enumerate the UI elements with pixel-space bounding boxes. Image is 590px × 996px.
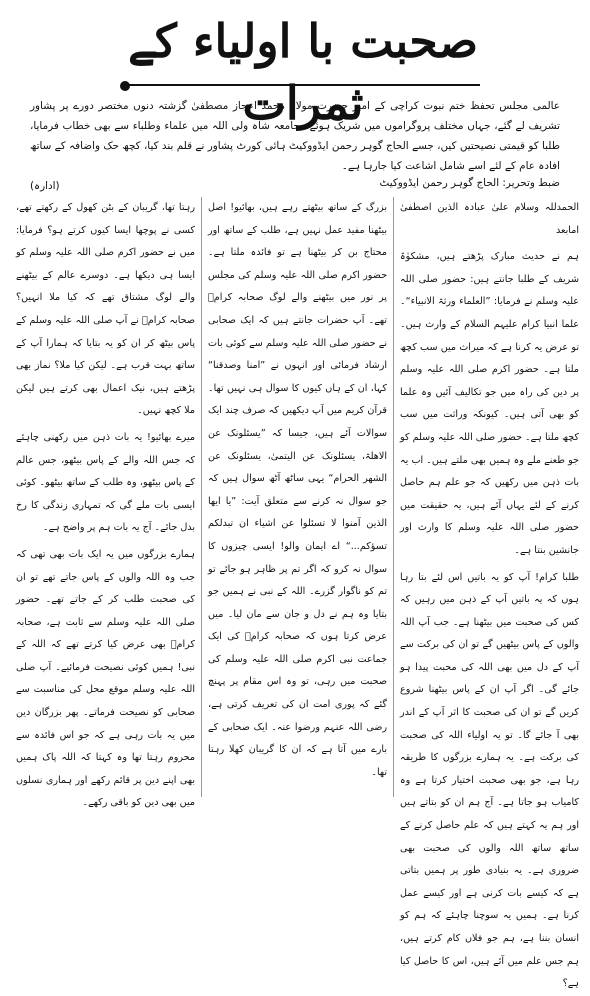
paragraph: ہمارے بزرگوں میں یہ ایک بات بھی تھی کہ جب وہ اللہ والوں کے پاس جاتے تھے تو ان کی صحبت طلب کر کے جاتے تھے۔ حضور صلی اللہ علیہ وسلم سے ثابت ہے، صحابہ کرامؓ بھی عرض کیا کرتے تھے کہ اللہ کے نبی! ہمیں کوئی نصیحت فرمائیے۔ آپ صلی اللہ علیہ وسلم موقع محل کی مناسبت سے صحابی کو نصیحت فرماتے۔ پھر بزرگان دین میں یہ بات رہی ہے کہ جو اس فائدہ سے محروم رہتا تھا وہ کہتا کہ اللہ پاک ہمیں بھی اپنے دین پر قائم رکھے اور ہماری نسلوں میں بھی دین کو باقی رکھے۔	[16, 548, 195, 809]
article-columns	[10, 197, 585, 990]
page-title: صحبت با اولیاء کے ثمرات	[127, 14, 479, 130]
column-3	[10, 197, 202, 809]
intro-credit: (ادارہ)	[30, 180, 60, 192]
title-underline	[126, 84, 480, 86]
paragraph: بزرگ کے ساتھ بیٹھتے رہے ہیں، بھائیو! اصل بیٹھنا مفید عمل نہیں ہے، طلب کے ساتھ اور محتاج بن کر بیٹھنا ہے تو فائدہ ملتا ہے۔ حضور اکرم صلی اللہ علیہ وسلم کی مجلس پر نور میں بیٹھنے والے لوگ صحابہ کرامؓ تھے۔ آپ حضرات جانتے ہیں کہ ایک صحابی نے حضور صلی اللہ علیہ وسلم سے کوئی بات ارشاد فرمائی اور انہوں نے ”امنا وصدقنا“ کہا، ان کے ہاں کیوں کا سوال ہی نہیں تھا۔ قرآن کریم میں آپ دیکھیں کہ صرف چند ایک سوالات آئے ہیں، جیسا کہ ”یسئلونک عن الاھلۃ، یسئلونک عن الیتمیٰ، یسئلونک عن الشھر الحرام“ یہی ساٹھ آٹھ سوال ہیں کہ جو سوال نہ کرنے سے متعلق آیت: ”یا ایھا الذین آمنوا لا تسئلوا عن اشیاء ان تبدلکم تسؤکم...“ اے ایمان والو! ایسی چیزوں کا سوال نہ کرو کہ اگر تم پر ظاہر ہو جائے تو تم کو ناگوار گزرے۔ اللہ کے نبی نے ہمیں جو بتایا وہ ہم نے دل و جان سے مان لیا۔ میں عرض کرتا ہوں کہ صحابہ کرامؓ کی ایک جماعت نبی اکرم صلی اللہ علیہ وسلم کی صحبت میں رہی، تو وہ اس مقام پر پہنچ گئے کہ پوری امت ان کی تعریف کرتی ہے، رضی اللہ عنہم ورضوا عنہ۔ ایک صحابی کے بارے میں آتا ہے کہ ان کا گریبان کھلا رہتا تھا۔	[208, 202, 387, 778]
paragraph: ہم نے حدیث مبارک پڑھتے ہیں، مشکوٰۃ شریف کے طلبا جانتے ہیں: حضور صلی اللہ علیہ وسلم نے فرمایا: ”العلماء ورثۃ الانبیاء“۔ علما انبیا کرام علیہم السلام کے وارث ہیں۔ تو عرض یہ کرنا ہے کہ میراث میں سب کچھ ملتا ہے۔ حضور اکرم صلی اللہ علیہ وسلم پر دین کی راہ میں جو تکالیف آئیں وہ علما کو بھی آتی ہیں۔ کیونکہ وراثت میں سب کچھ ملتا ہے۔ حضور صلی اللہ علیہ وسلم کو جو طعنے ملے وہ ہمیں بھی ملتے ہیں۔ اب یہ بات ذہن میں رکھیں کہ جو علم ہم حاصل کرنے کے لئے یہاں آئے ہیں، یہ حقیقت میں حضور صلی اللہ علیہ وسلم کا وارث اور جانشین بنتا ہے۔	[400, 251, 579, 556]
paragraph: طلبا کرام! آپ کو یہ باتیں اس لئے بتا رہا ہوں کہ یہ باتیں آپ کے ذہن میں رہیں کہ کس کی صحبت میں بیٹھنا ہے۔ جب آپ اللہ والوں کے پاس بیٹھیں گے تو ان کی برکت سے آپ کے دل میں بھی اللہ کی محبت پیدا ہو جائے گی۔ اگر آپ ان کے پاس بیٹھنا شروع کریں گے تو ان کی صحبت کا اثر آپ کے اندر بھی آ جائے گا۔ تو یہ اولیاء اللہ کی صحبت کی برکت ہے۔ یہ ہمارے بزرگوں کا طریقہ رہا ہے، جو بھی صحبت اختیار کرتا ہے وہ کامیاب ہو جاتا ہے۔ آج ہم ان کو بتاتے ہیں اور ہم یہ کہتے ہیں کہ علم حاصل کرنے کے ساتھ ساتھ اللہ والوں کی صحبت بھی ضروری ہے۔ یہ بنیادی طور پر ہمیں بتاتی ہے کہ کیسے بات کرنی ہے اور کیسے عمل کرنا ہے۔ ہمیں یہ سوچنا چاہئے کہ ہم کو انسان بننا ہے، ہم جو فلاں کام کرتے ہیں، ہم جس علم میں آئے ہیں، اس کا حاصل کیا ہے؟	[400, 571, 579, 990]
intro-text: عالمی مجلس تحفظ ختم نبوت کراچی کے امیر حضرت مولانا محمد اعجاز مصطفیٰ گزشتہ دنوں مختصر دورے پر پشاور تشریف لے گئے، جہاں مختلف پروگراموں میں شریک ہوئے۔ جامعہ شاہ ولی اللہ میں علماء وطلباء سے بھی خطاب فرمایا، طلبا کو قیمتی نصیحتیں کیں، جسے الحاج گوہر رحمن ایڈووکیٹ ہائی کورٹ پشاور نے قلم بند کیا، کچھ حک واضافہ کے ساتھ افادہ عام کے لئے اسے شامل اشاعت کیا جارہا ہے۔	[30, 100, 560, 172]
author-byline: ضبط وتحریر: الحاج گوہر رحمن ایڈووکیٹ	[379, 177, 560, 189]
column-1	[394, 197, 585, 990]
column-2	[202, 197, 394, 797]
paragraph: میرے بھائیو! یہ بات ذہن میں رکھنی چاہئے کہ جس اللہ والے کے پاس بیٹھو، جس عالم کے پاس بیٹھو، وہ طلب کے ساتھ بیٹھو۔ کوئی ایسی بات ملے گی کہ تمہاری زندگی کا رخ بدل جائے۔ آج یہ بات ہم پر واضح ہے۔	[16, 431, 195, 534]
title-block	[118, 10, 488, 130]
paragraph: الحمدللہ وسلام علیٰ عبادہ الذین اصطفیٰ امابعد	[400, 202, 579, 236]
paragraph: رہتا تھا، گریبان کے بٹن کھول کے رکھتے تھے، کسی نے پوچھا ایسا کیوں کرتے ہو؟ فرمایا: میں نے حضور اکرم صلی اللہ علیہ وسلم کو ایسا ہی دیکھا ہے۔ دوسرے عالم کے بیٹھنے والے لوگ مشتاق تھے کہ کیا ملا انہیں؟ صحابہ کرامؓ نے آپ صلی اللہ علیہ وسلم کے پاس بیٹھ کر ان کو یہ بتایا کہ ہمارا آپ کے ساتھ بہت قرب ہے۔ لیکن کیا ملا؟ نماز بھی پڑھتے ہیں، نیک اعمال بھی کرتے ہیں لیکن ملا کچھ نہیں۔	[16, 202, 195, 417]
